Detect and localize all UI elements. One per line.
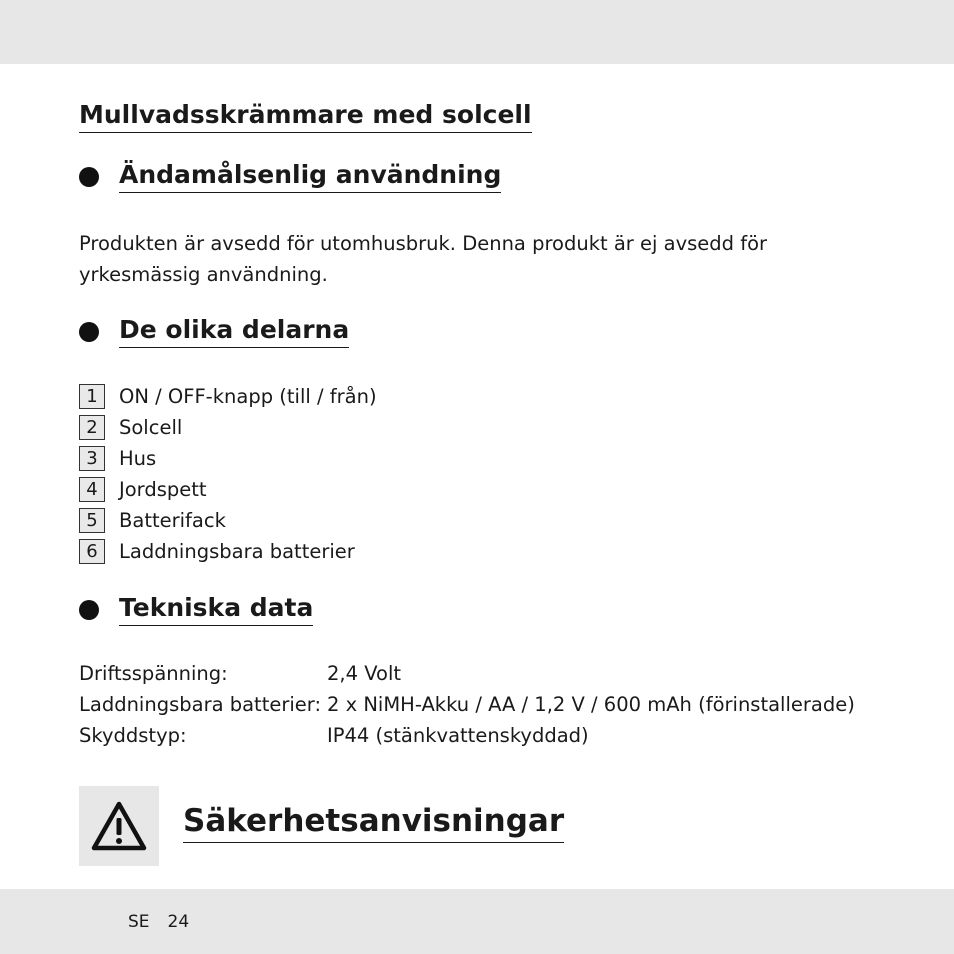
tech-key: Skyddstyp: (79, 724, 187, 747)
list-item (79, 381, 377, 412)
section-title: Tekniska data (119, 593, 313, 626)
part-label: Hus (119, 447, 157, 470)
tech-key: Driftsspänning: (79, 662, 228, 685)
part-number-badge: 2 (79, 415, 105, 440)
tech-value: 2,4 Volt (327, 662, 402, 685)
part-number-badge: 4 (79, 477, 105, 502)
page-number: 24 (167, 912, 190, 932)
list-item (79, 536, 377, 567)
tech-value: IP44 (stänkvattenskyddad) (327, 724, 589, 747)
part-number-badge: 3 (79, 446, 105, 471)
section-intended-use-heading (79, 160, 501, 193)
list-item (79, 443, 377, 474)
part-label: Batterifack (119, 509, 226, 532)
part-number-badge: 5 (79, 508, 105, 533)
intended-use-text: Produkten är avsedd för utomhusbruk. Denna produkt är ej avsedd för yrkesmässig användning. (79, 232, 768, 286)
table-row (79, 720, 855, 751)
section-tech-heading (79, 593, 313, 626)
part-label: ON / OFF-knapp (till / från) (119, 385, 377, 408)
table-row (79, 689, 855, 720)
section-title: De olika delarna (119, 315, 349, 348)
safety-heading: Säkerhetsanvisningar (183, 803, 564, 843)
section-parts-heading (79, 315, 349, 348)
bullet-icon (79, 167, 99, 187)
tech-value: 2 x NiMH-Akku / AA / 1,2 V / 600 mAh (förinstallerade) (327, 693, 855, 716)
part-label: Laddningsbara batterier (119, 540, 355, 563)
top-band (0, 0, 954, 64)
part-number-badge: 6 (79, 539, 105, 564)
warning-triangle-icon (79, 786, 159, 866)
parts-list (79, 381, 377, 567)
bullet-icon (79, 322, 99, 342)
tech-key: Laddningsbara batterier: (79, 693, 322, 716)
list-item (79, 412, 377, 443)
page-footer (128, 912, 189, 932)
part-label: Solcell (119, 416, 183, 439)
list-item (79, 474, 377, 505)
main-heading: Mullvadsskrämmare med solcell (79, 100, 532, 133)
bullet-icon (79, 600, 99, 620)
part-label: Jordspett (119, 478, 207, 501)
part-number-badge: 1 (79, 384, 105, 409)
list-item (79, 505, 377, 536)
tech-data-table (79, 658, 855, 751)
language-code: SE (128, 912, 150, 932)
section-title: Ändamålsenlig användning (119, 160, 501, 193)
table-row (79, 658, 855, 689)
